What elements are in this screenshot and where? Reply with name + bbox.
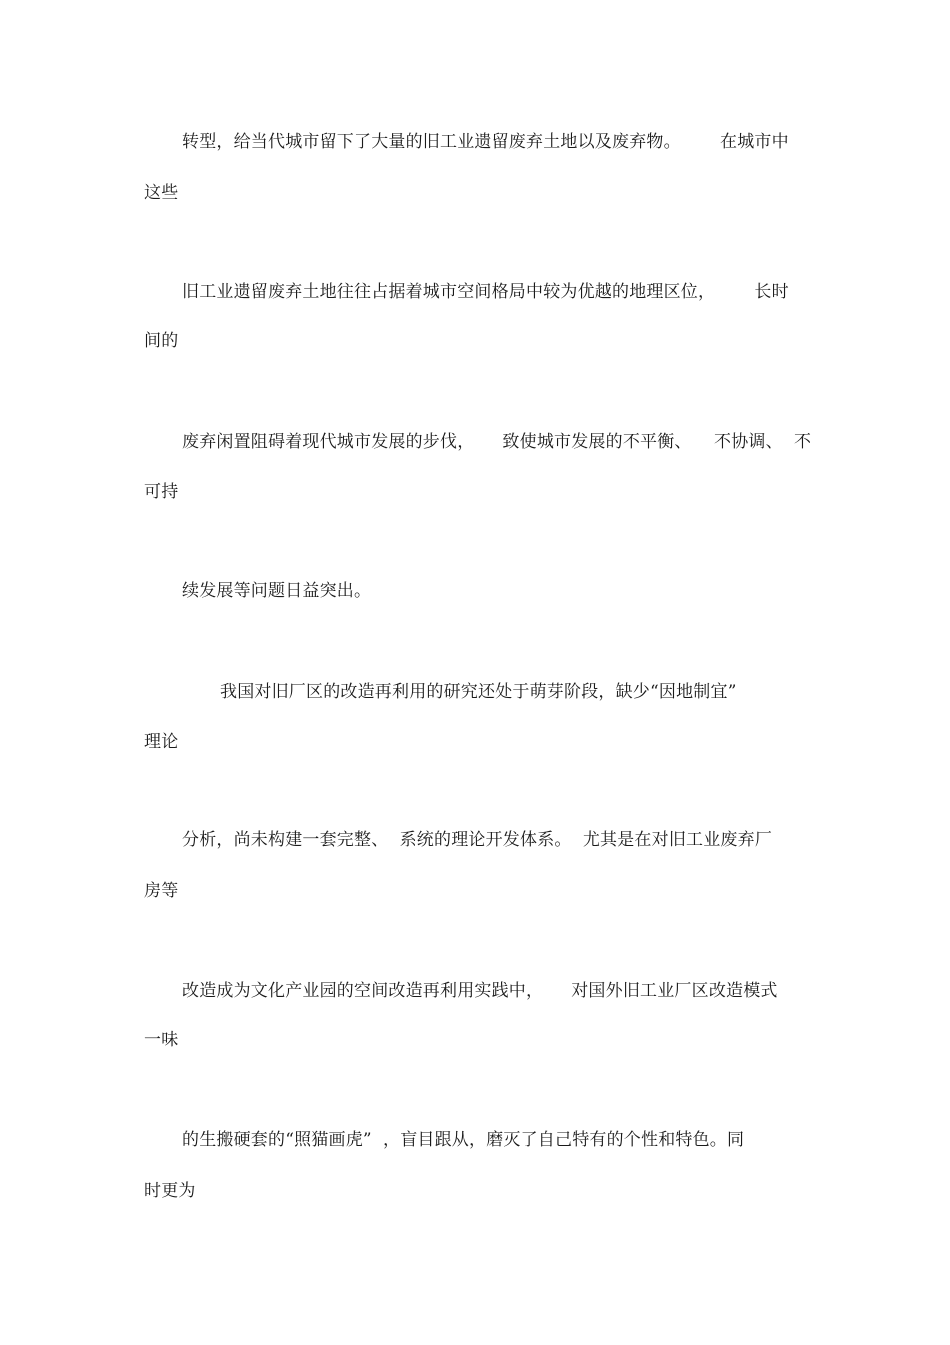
text-line: 房等 [144,881,179,901]
text-line: 间的 [144,331,179,351]
text-line: 我国对旧厂区的改造再利用的研究还处于萌芽阶段，缺少“因地制宜” [220,682,737,702]
text-line: 可持 [144,482,179,502]
text-line: 时更为 [144,1181,196,1201]
text-line: 转型，给当代城市留下了大量的旧工业遗留废弃土地以及废弃物。 在城市中 [182,132,789,152]
text-line: 旧工业遗留废弃土地往往占据着城市空间格局中较为优越的地理区位， 长时 [182,282,789,302]
text-line: 一味 [144,1030,179,1050]
text-line: 分析，尚未构建一套完整、 系统的理论开发体系。 尤其是在对旧工业废弃厂 [182,830,773,850]
text-line: 的生搬硬套的“照猫画虎” ，盲目跟从，磨灭了自己特有的个性和特色。同 [182,1130,745,1150]
text-line: 续发展等问题日益突出。 [182,581,372,601]
text-line: 改造成为文化产业园的空间改造再利用实践中， 对国外旧工业厂区改造模式 [182,981,778,1001]
text-line: 废弃闲置阻碍着现代城市发展的步伐， 致使城市发展的不平衡、 不协调、 不 [182,432,812,452]
text-line: 这些 [144,183,179,203]
text-line: 理论 [144,732,179,752]
